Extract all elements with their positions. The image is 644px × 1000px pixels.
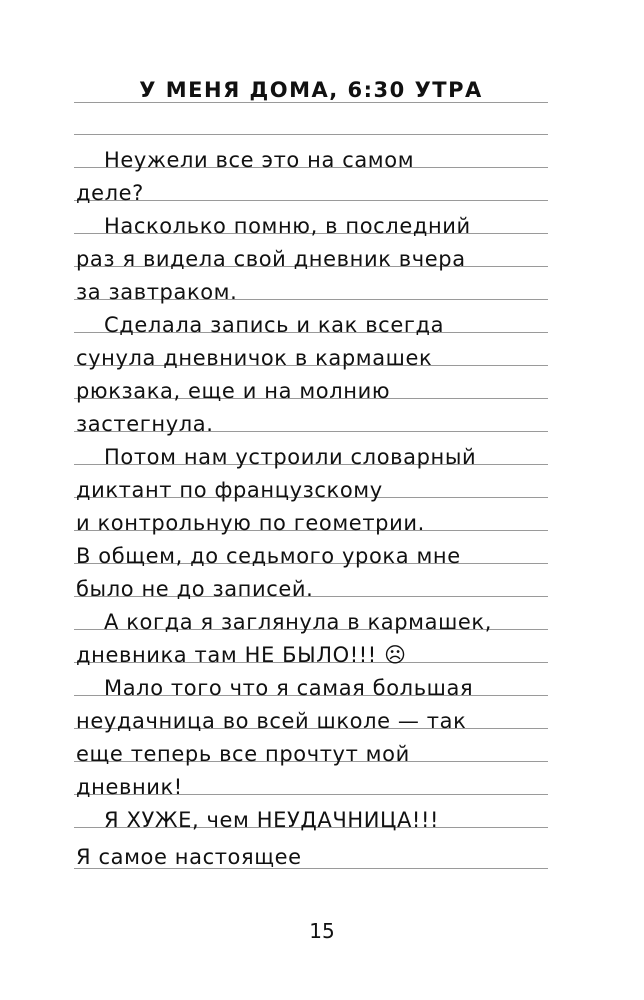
ruled-line bbox=[74, 200, 548, 201]
text-line: неудачница во всей школе — так bbox=[76, 709, 467, 733]
text-line: диктант по французскому bbox=[76, 478, 383, 502]
text-line: застегнула. bbox=[76, 412, 214, 436]
text-line: А когда я заглянула в кармашек, bbox=[104, 610, 492, 634]
text-line: рюкзака, еще и на молнию bbox=[76, 379, 391, 403]
text-line: дневник! bbox=[76, 775, 183, 799]
text-line: сунула дневничок в кармашек bbox=[76, 346, 433, 370]
text-line: еще теперь все прочтут мой bbox=[76, 742, 410, 766]
ruled-line bbox=[74, 134, 548, 135]
section-heading: У МЕНЯ ДОМА, 6:30 УТРА bbox=[139, 78, 483, 102]
text-line: и контрольную по геометрии. bbox=[76, 511, 425, 535]
text-line: дневника там НЕ БЫЛО!!! ☹ bbox=[76, 643, 407, 667]
text-line: Сделала запись и как всегда bbox=[104, 313, 445, 337]
text-line: Потом нам устроили словарный bbox=[104, 445, 477, 469]
text-line: было не до записей. bbox=[76, 577, 314, 601]
text-line: за завтраком. bbox=[76, 280, 238, 304]
text-line: раз я видела свой дневник вчера bbox=[76, 247, 466, 271]
text-line: Насколько помню, в последний bbox=[104, 214, 471, 238]
page-number: 15 bbox=[309, 919, 335, 943]
text-line: Неужели все это на самом bbox=[104, 148, 415, 172]
text-line: Я самое настоящее bbox=[76, 845, 302, 869]
text-line: деле? bbox=[76, 181, 144, 205]
text-line: В общем, до седьмого урока мне bbox=[76, 544, 461, 568]
text-line: Я ХУЖЕ, чем НЕУДАЧНИЦА!!! bbox=[104, 808, 439, 832]
text-line: Мало того что я самая большая bbox=[104, 676, 474, 700]
